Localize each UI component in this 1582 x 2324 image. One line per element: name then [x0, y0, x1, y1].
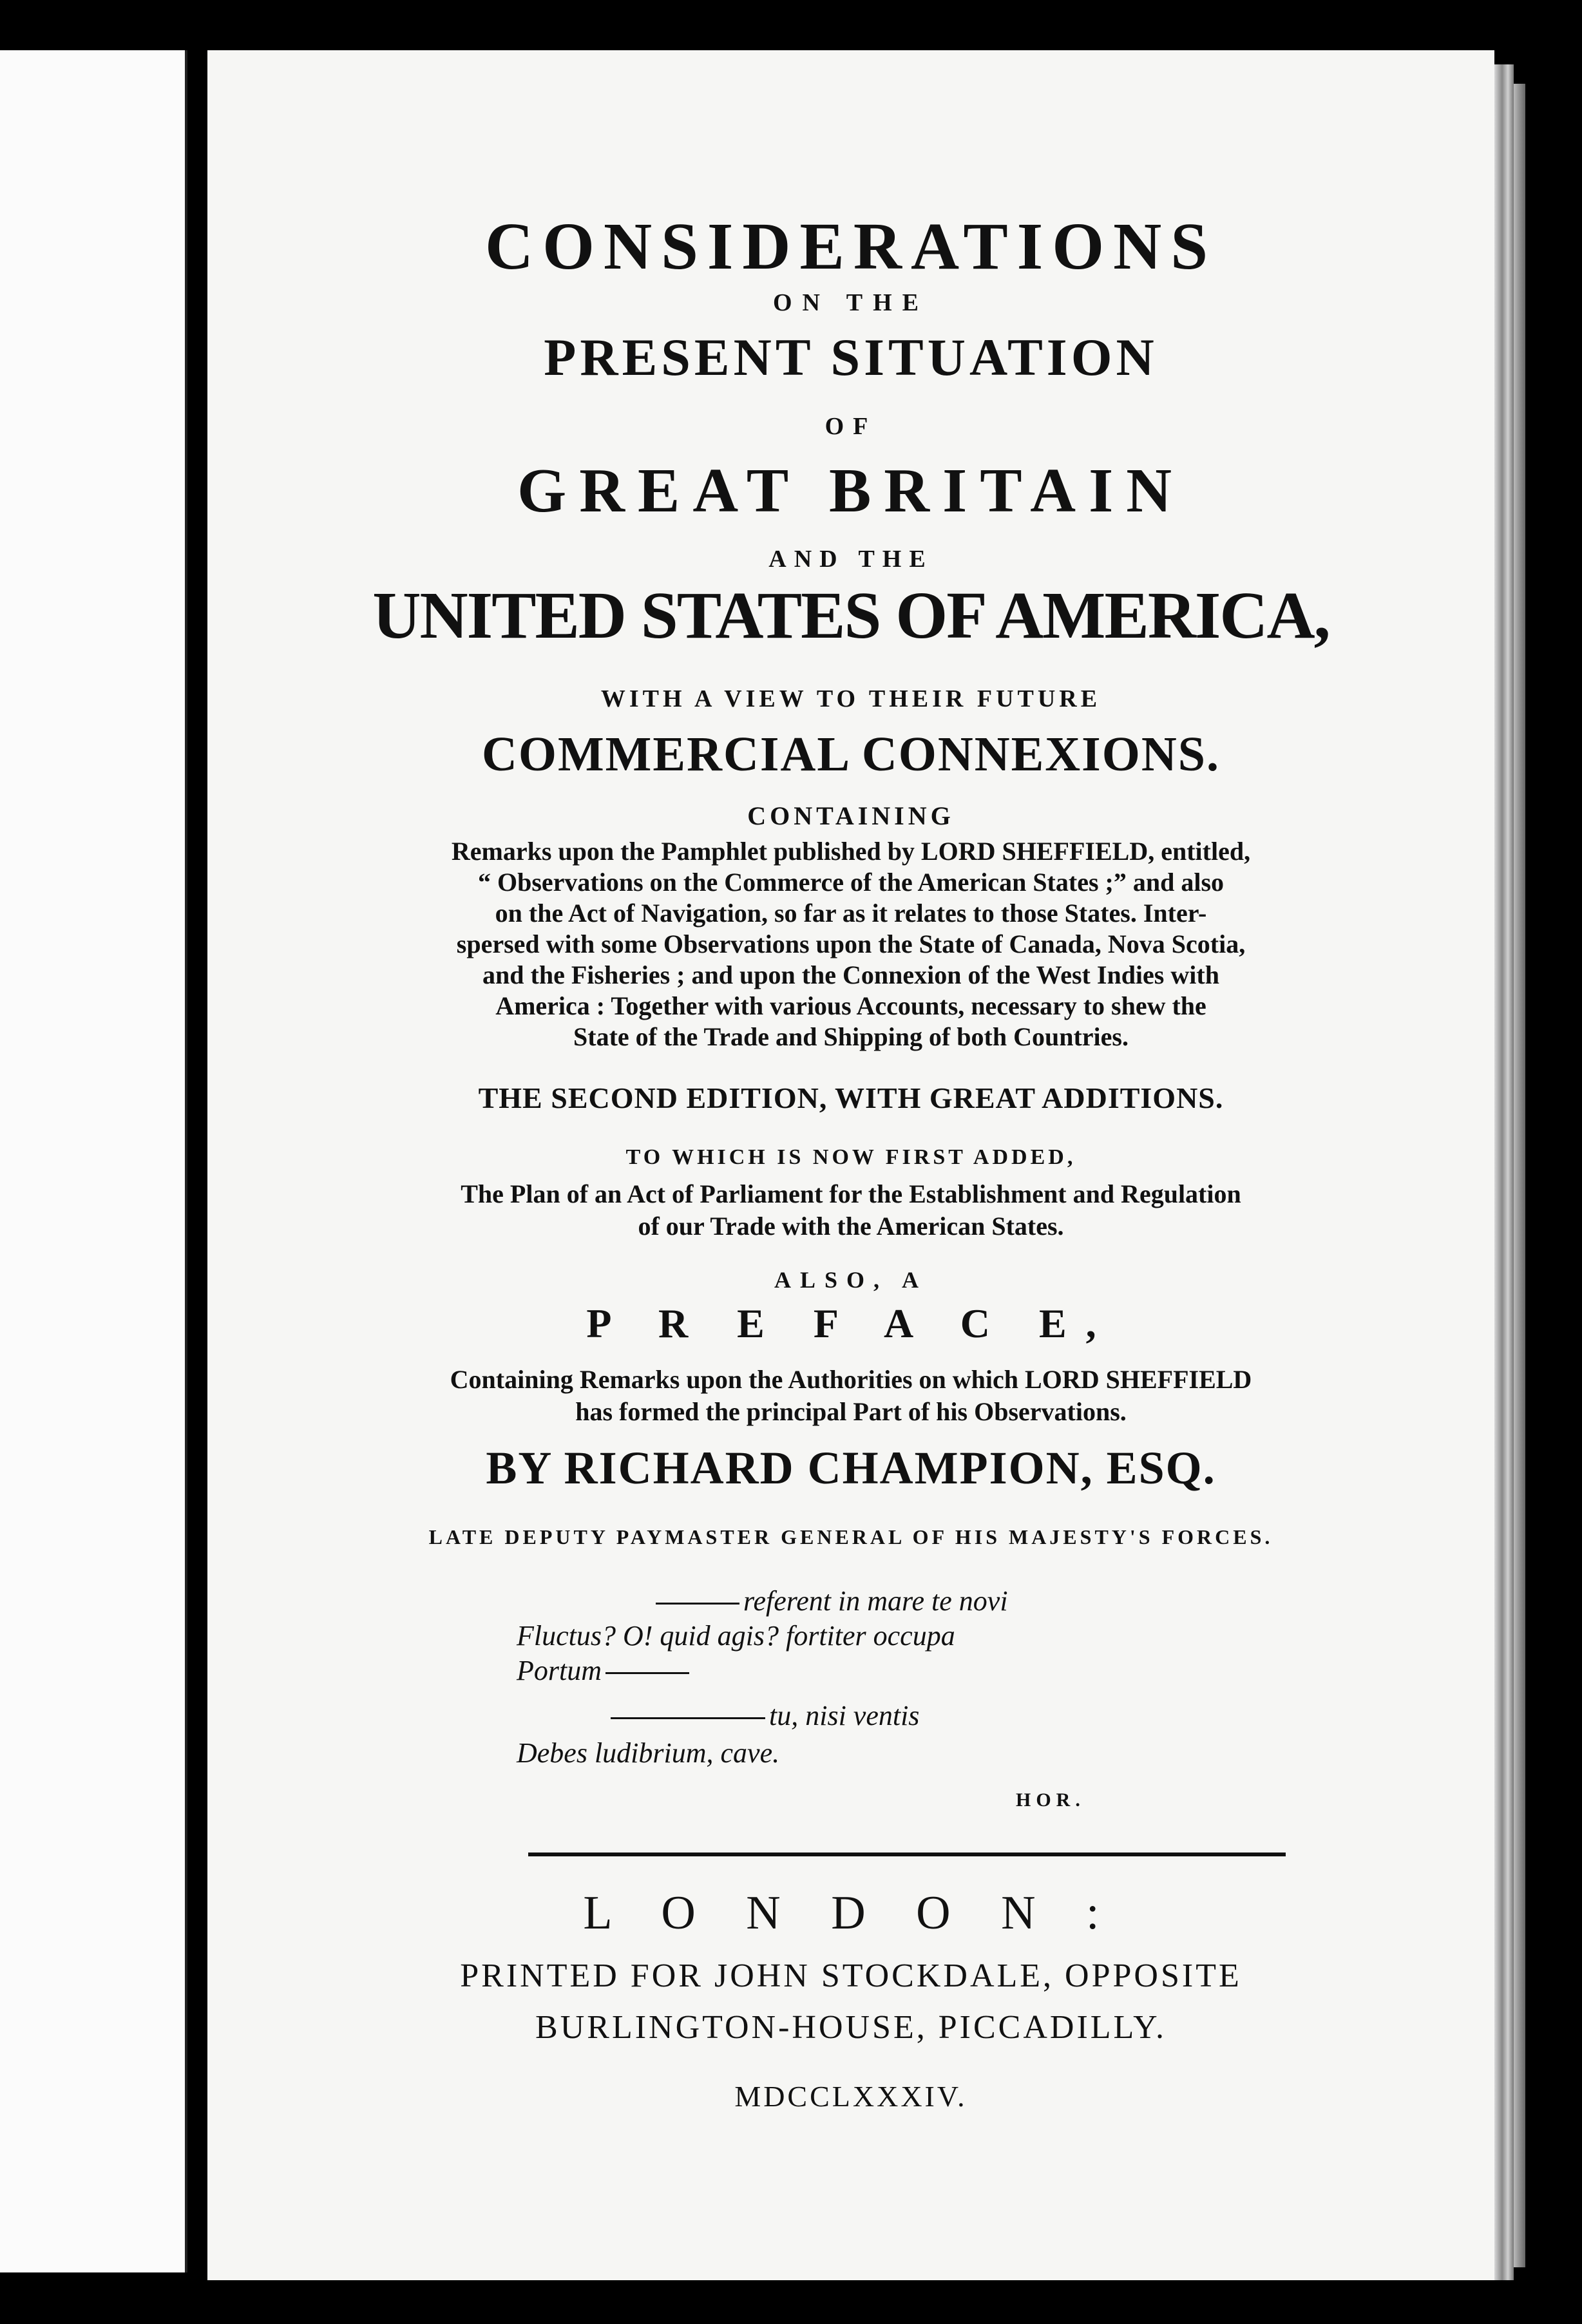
added-line-2: of our Trade with the American States. — [638, 1212, 1064, 1241]
title-and-the: AND THE — [768, 546, 933, 573]
title-of: OF — [824, 413, 877, 440]
title-page — [207, 50, 1494, 2280]
title-present-situation: PRESENT SITUATION — [544, 328, 1158, 386]
imprint-date: MDCCLXXXIV. — [734, 2080, 967, 2113]
motto-dash — [611, 1717, 765, 1719]
divider-rule — [528, 1853, 1286, 1856]
previous-page-edge — [0, 50, 187, 2272]
preface-heading: P R E F A C E, — [586, 1300, 1116, 1346]
containing-line-2: “ Observations on the Commerce of the American States ;” and also — [477, 868, 1225, 897]
containing-heading: CONTAINING — [747, 801, 955, 830]
motto-line-2: Fluctus? O! quid agis? fortiter occupa — [517, 1620, 955, 1652]
page-block-edge — [1494, 64, 1514, 2280]
motto-text: tu, nisi ventis — [769, 1700, 920, 1731]
motto-dash — [656, 1603, 739, 1605]
second-edition: THE SECOND EDITION, WITH GREAT ADDITIONS. — [478, 1081, 1224, 1114]
title-view-future: WITH A VIEW TO THEIR FUTURE — [600, 685, 1101, 712]
motto-line-3 — [517, 1654, 693, 1687]
page-block-shadow — [1514, 84, 1525, 2267]
added-heading: TO WHICH IS NOW FIRST ADDED, — [625, 1145, 1076, 1169]
title-considerations: CONSIDERATIONS — [484, 209, 1217, 283]
also-a: ALSO, A — [774, 1267, 928, 1293]
added-line-1: The Plan of an Act of Parliament for the Establishment and Regulation — [461, 1179, 1241, 1208]
motto-dash — [605, 1672, 689, 1674]
containing-line-4: spersed with some Observations upon the State of Canada, Nova Scotia, — [456, 929, 1246, 958]
motto-line-5: Debes ludibrium, cave. — [517, 1737, 780, 1769]
motto-attribution: HOR. — [1016, 1789, 1085, 1811]
author-office: LATE DEPUTY PAYMASTER GENERAL OF HIS MAJESTY'S FORCES. — [428, 1525, 1273, 1548]
containing-line-3: on the Act of Navigation, so far as it relates to those States. Inter- — [495, 899, 1207, 928]
motto-text: referent in mare te novi — [743, 1585, 1008, 1617]
author-by-line: BY RICHARD CHAMPION, ESQ. — [486, 1442, 1216, 1494]
containing-line-6: America : Together with various Accounts, necessary to shew the — [495, 991, 1206, 1020]
imprint-printer-line-1: PRINTED FOR JOHN STOCKDALE, OPPOSITE — [460, 1957, 1242, 1994]
imprint-printer-line-2: BURLINGTON-HOUSE, PICCADILLY. — [535, 2009, 1167, 2046]
imprint-city: L O N D O N : — [583, 1887, 1119, 1939]
containing-line-1: Remarks upon the Pamphlet published by LORD SHEFFIELD, entitled, — [451, 837, 1251, 866]
containing-line-5: and the Fisheries ; and upon the Connexion of the West Indies with — [482, 960, 1219, 989]
containing-line-7: State of the Trade and Shipping of both Countries. — [573, 1022, 1129, 1051]
motto-line-1 — [652, 1585, 1008, 1617]
motto-line-4 — [607, 1699, 919, 1732]
title-on-the: ON THE — [772, 289, 929, 316]
preface-line-1: Containing Remarks upon the Authorities on which LORD SHEFFIELD — [450, 1365, 1252, 1394]
title-united-states: UNITED STATES OF AMERICA, — [372, 578, 1329, 652]
preface-line-2: has formed the principal Part of his Observations. — [575, 1397, 1127, 1426]
motto-text: Portum — [517, 1655, 602, 1686]
title-commercial-connexions: COMMERCIAL CONNEXIONS. — [481, 727, 1221, 781]
title-great-britain: GREAT BRITAIN — [517, 456, 1185, 526]
